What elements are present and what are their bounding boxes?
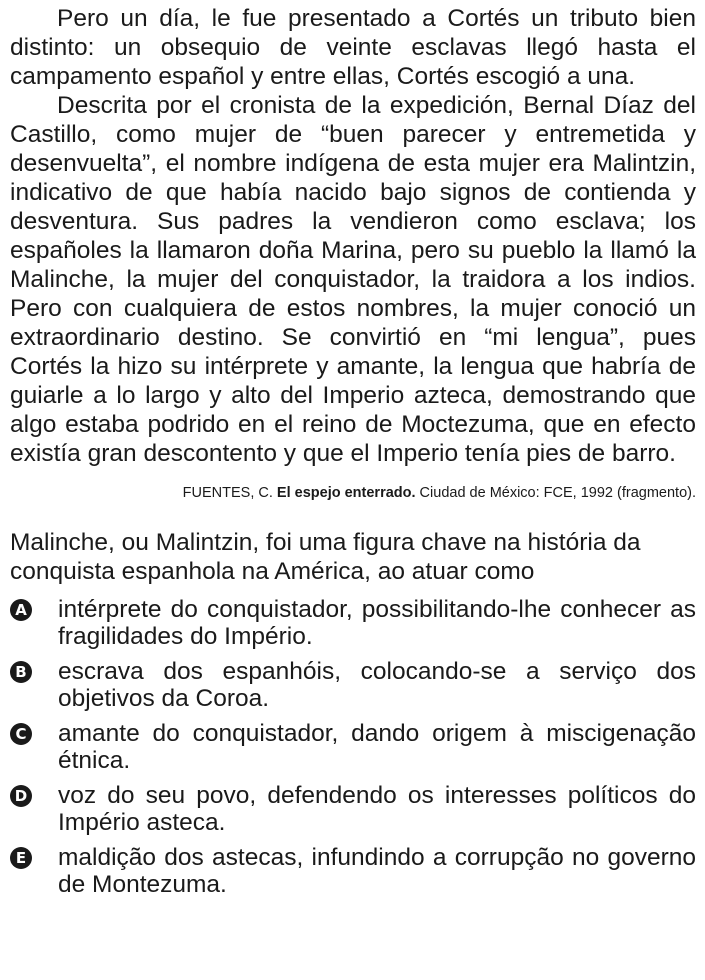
option-c-text: amante do conquistador, dando origem à miscigenação étnica. — [58, 720, 696, 774]
passage — [10, 4, 696, 502]
passage-paragraph-1: Pero un día, le fue presentado a Cortés un tributo bien distinto: un obsequio de veinte esclavas llegó hasta el campamento español y entre ellas, Cortés escogió a una. — [10, 5, 696, 90]
answer-options — [10, 596, 696, 898]
option-e[interactable] — [10, 844, 696, 898]
option-e-letter-icon: E — [10, 847, 32, 869]
option-d-letter-icon: D — [10, 785, 32, 807]
option-d[interactable] — [10, 782, 696, 836]
option-b[interactable] — [10, 658, 696, 712]
source-title: El espejo enterrado. — [276, 485, 416, 501]
question-stem: Malinche, ou Malintzin, foi uma figura chave na história da conquista espanhola na América, ao atuar como — [10, 529, 641, 585]
option-b-text: escrava dos espanhóis, colocando-se a serviço dos objetivos da Coroa. — [58, 658, 696, 712]
source-author: FUENTES, C. — [182, 485, 277, 501]
option-d-text: voz do seu povo, defendendo os interesses políticos do Império asteca. — [58, 782, 696, 836]
option-a[interactable] — [10, 596, 696, 650]
option-a-text: intérprete do conquistador, possibilitando-lhe conhecer as fragilidades do Império. — [58, 596, 696, 650]
source-details: Ciudad de México: FCE, 1992 (fragmento). — [415, 485, 696, 501]
option-b-letter-icon: B — [10, 661, 32, 683]
passage-paragraph-2: Descrita por el cronista de la expedición, Bernal Díaz del Castillo, como mujer de “buen parecer y entremetida y desenvuelta”, el nombre indígena de esta mujer era Malintzin, indicativo de que había nacido bajo signos de contienda y desventura. Sus padres la vendieron como esclava; los españoles la llamaron doña Marina, pero su pueblo la llamó la Malinche, la mujer del conquistador, la traidora a los indios. Pero con cualquiera de estos nombres, la mujer conoció un extraordinario destino. Se convirtió en “mi lengua”, pues Cortés la hizo su intérprete y amante, la lengua que habría de guiarle a lo largo y alto del Imperio azteca, demostrando que algo estaba podrido en el reino de Moctezuma, que en efecto existía gran descontento y que el Imperio tenía pies de barro. — [10, 92, 696, 467]
option-c[interactable] — [10, 720, 696, 774]
source-citation — [10, 484, 696, 502]
option-a-letter-icon: A — [10, 599, 32, 621]
option-e-text: maldição dos astecas, infundindo a corrupção no governo de Montezuma. — [58, 844, 696, 898]
option-c-letter-icon: C — [10, 723, 32, 745]
